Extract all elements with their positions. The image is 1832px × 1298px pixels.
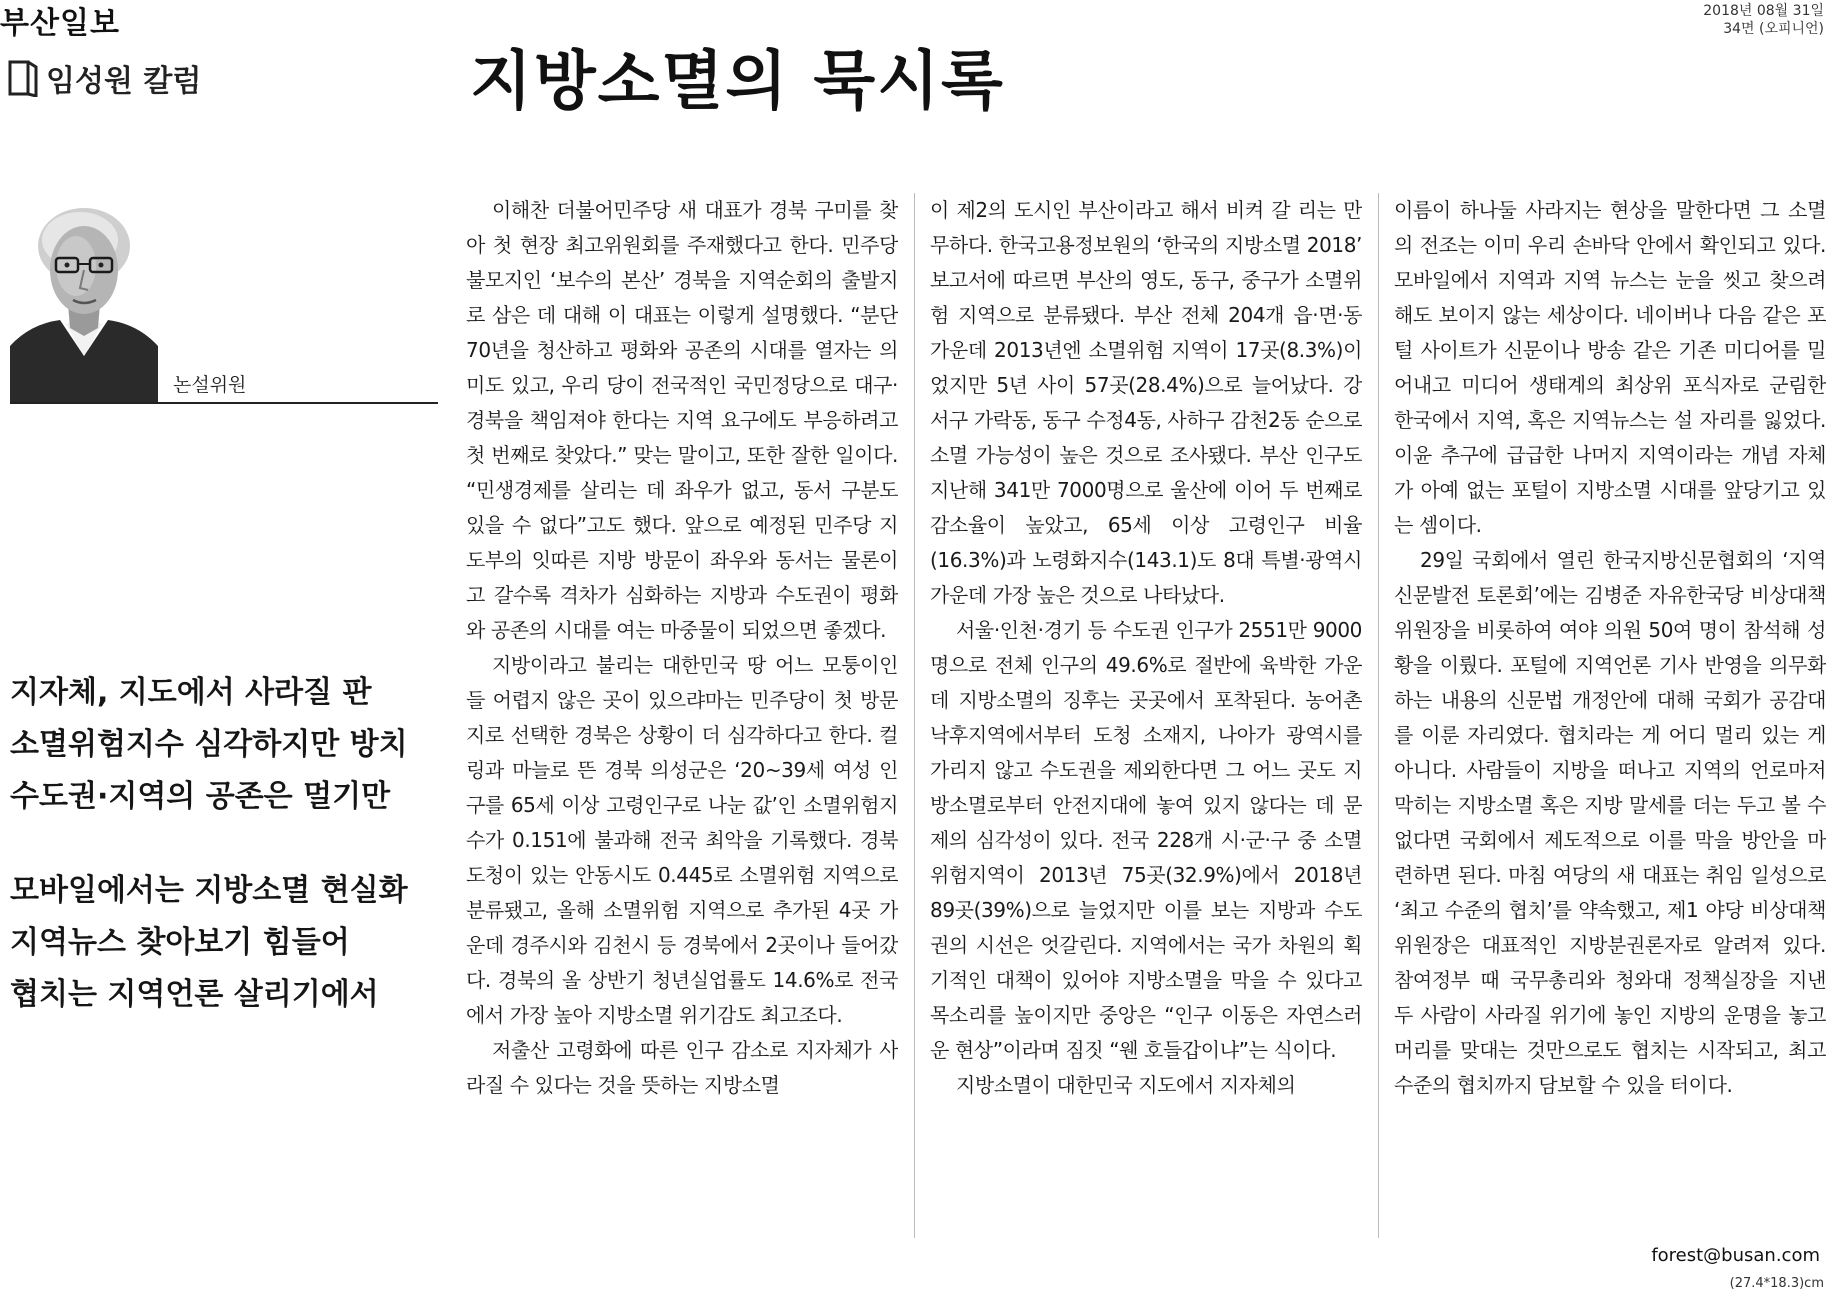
paragraph: 저출산 고령화에 따른 인구 감소로 지자체가 사라질 수 있다는 것을 뜻하는 지방소멸 xyxy=(466,1038,898,1097)
subhead-group xyxy=(10,865,440,1021)
author-email: forest@busan.com xyxy=(1651,1245,1820,1266)
column-series xyxy=(8,56,201,100)
paragraph: 지방이라고 불리는 대한민국 땅 어느 모퉁이인들 어렵지 않은 곳이 있으랴마는 민주당이 첫 방문지로 선택한 경북은 상황이 더 심각하다고 한다. 컬링과 마늘로 뜬 경북 의성군은 ‘20~39세 여성 인구를 65세 이상 고령인구로 나눈 값’인 소멸위험지수가 0.151에 불과해 전국 최악을 기록했다. 경북 도청이 있는 안동시도 0.445로 소멸위험 지역으로 분류됐고, 올해 소멸위험 지역으로 추가된 4곳 가운데 경주시와 김천시 등 경북에서 2곳이나 들어갔다. 경북의 올 상반기 청년실업률도 14.6%로 전국에서 가장 높아 지방소멸 위기감도 최고조다. xyxy=(466,653,898,1027)
subhead-group xyxy=(10,667,440,823)
paragraph: 이름이 하나둘 사라지는 현상을 말한다면 그 소멸의 전조는 이미 우리 손바닥 안에서 확인되고 있다. 모바일에서 지역과 지역 뉴스는 눈을 씻고 찾으려 해도 보이지 않는 세상이다. 네이버나 다음 같은 포털 사이트가 신문이나 방송 같은 기존 미디어를 밀어내고 미디어 생태계의 최상위 포식자로 군림한 한국에서 지역, 혹은 지역뉴스는 설 자리를 잃었다. 이윤 추구에 급급한 나머지 지역이라는 개념 자체가 아예 없는 포털이 지방소멸 시대를 앞당기고 있는 셈이다. xyxy=(1394,198,1826,537)
column-divider xyxy=(1378,193,1379,1238)
subheads xyxy=(10,667,440,1063)
subhead-line: 지자체, 지도에서 사라질 판 xyxy=(10,675,372,710)
paragraph: 이 제2의 도시인 부산이라고 해서 비켜 갈 리는 만무하다. 한국고용정보원의 ‘한국의 지방소멸 2018’ 보고서에 따르면 부산의 영도, 동구, 중구가 소멸위험 지역으로 분류됐다. 부산 전체 204개 읍·면·동 가운데 2013년엔 소멸위험 지역이 17곳(8.3%)이었지만 5년 사이 57곳(28.4%)으로 늘어났다. 강서구 가락동, 동구 수정4동, 사하구 감천2동 순으로 소멸 가능성이 높은 것으로 조사됐다. 부산 인구도 지난해 341만 7000명으로 울산에 이어 두 번째로 감소율이 높았고, 65세 이상 고령인구 비율(16.3%)과 노령화지수(143.1)도 8대 특별·광역시 가운데 가장 높은 것으로 나타났다. xyxy=(930,198,1362,607)
subhead-line: 협치는 지역언론 살리기에서 xyxy=(10,977,379,1012)
subhead-line: 수도권·지역의 공존은 멀기만 xyxy=(10,779,391,814)
article-column-3 xyxy=(1394,193,1826,1243)
article-column-1 xyxy=(466,193,898,1243)
subhead-line: 지역뉴스 찾아보기 힘들어 xyxy=(10,925,350,960)
book-icon xyxy=(8,59,38,97)
issue-meta xyxy=(1703,2,1824,38)
headline: 지방소멸의 묵시록 xyxy=(470,44,1005,119)
page-section: 34면 (오피니언) xyxy=(1723,21,1824,37)
byline-rule xyxy=(10,402,438,404)
paragraph: 지방소멸이 대한민국 지도에서 지자체의 xyxy=(956,1073,1296,1097)
column-title: 임성원 칼럼 xyxy=(46,64,202,99)
newspaper-name: 부산일보 xyxy=(0,6,120,41)
author-title: 논설위원 xyxy=(173,374,247,396)
author-photo xyxy=(10,196,158,402)
subhead-line: 모바일에서는 지방소멸 현실화 xyxy=(10,873,408,908)
clipping-size: (27.4*18.3)cm xyxy=(1729,1276,1824,1291)
column-divider xyxy=(914,193,915,1238)
paragraph: 29일 국회에서 열린 한국지방신문협회의 ‘지역신문발전 토론회’에는 김병준 자유한국당 비상대책위원장을 비롯하여 여야 의원 50여 명이 참석해 성황을 이뤘다. 포털에 지역언론 기사 반영을 의무화하는 내용의 신문법 개정안에 대해 국회가 공감대를 이룬 자리였다. 협치라는 게 어디 멀리 있는 게 아니다. 사람들이 지방을 떠나고 지역의 언로마저 막히는 지방소멸 혹은 지방 말세를 더는 두고 볼 수 없다면 국회에서 제도적으로 이를 막을 방안을 마련하면 된다. 마침 여당의 새 대표는 취임 일성으로 ‘최고 수준의 협치’를 약속했고, 제1 야당 비상대책위원장은 대표적인 지방분권론자로 알려져 있다. 참여정부 때 국무총리와 청와대 정책실장을 지낸 두 사람이 사라질 위기에 놓인 지방의 운명을 놓고 머리를 맞대는 것만으로도 협치는 시작되고, 최고 수준의 협치까지 담보할 수 있을 터이다. xyxy=(1394,548,1826,1097)
subhead-line: 소멸위험지수 심각하지만 방치 xyxy=(10,727,408,762)
issue-date: 2018년 08월 31일 xyxy=(1703,3,1824,19)
paragraph: 서울·인천·경기 등 수도권 인구가 2551만 9000명으로 전체 인구의 49.6%로 절반에 육박한 가운데 지방소멸의 징후는 곳곳에서 포착된다. 농어촌 낙후지역에서부터 도청 소재지, 나아가 광역시를 가리지 않고 수도권을 제외한다면 그 어느 곳도 지방소멸로부터 안전지대에 놓여 있지 않다는 데 문제의 심각성이 있다. 전국 228개 시·군·구 중 소멸위험지역이 2013년 75곳(32.9%)에서 2018년 89곳(39%)으로 늘었지만 이를 보는 지방과 수도권의 시선은 엇갈린다. 지역에서는 국가 차원의 획기적인 대책이 있어야 지방소멸을 막을 수 있다고 목소리를 높이지만 중앙은 “인구 이동은 자연스러운 현상”이라며 짐짓 “웬 호들갑이냐”는 식이다. xyxy=(930,618,1362,1062)
paragraph: 이해찬 더불어민주당 새 대표가 경북 구미를 찾아 첫 현장 최고위원회를 주재했다고 한다. 민주당 불모지인 ‘보수의 본산’ 경북을 지역순회의 출발지로 삼은 데 대해 이 대표는 이렇게 설명했다. “분단 70년을 청산하고 평화와 공존의 시대를 열자는 의미도 있고, 우리 당이 전국적인 국민정당으로 대구·경북을 책임져야 한다는 지역 요구에도 부응하려고 첫 번째로 찾았다.” 맞는 말이고, 또한 잘한 일이다. “민생경제를 살리는 데 좌우가 없고, 동서 구분도 있을 수 없다”고도 했다. 앞으로 예정된 민주당 지도부의 잇따른 지방 방문이 좌우와 동서는 물론이고 갈수록 격차가 심화하는 지방과 수도권이 평화와 공존의 시대를 여는 마중물이 되었으면 좋겠다. xyxy=(466,198,898,642)
article-column-2 xyxy=(930,193,1362,1243)
